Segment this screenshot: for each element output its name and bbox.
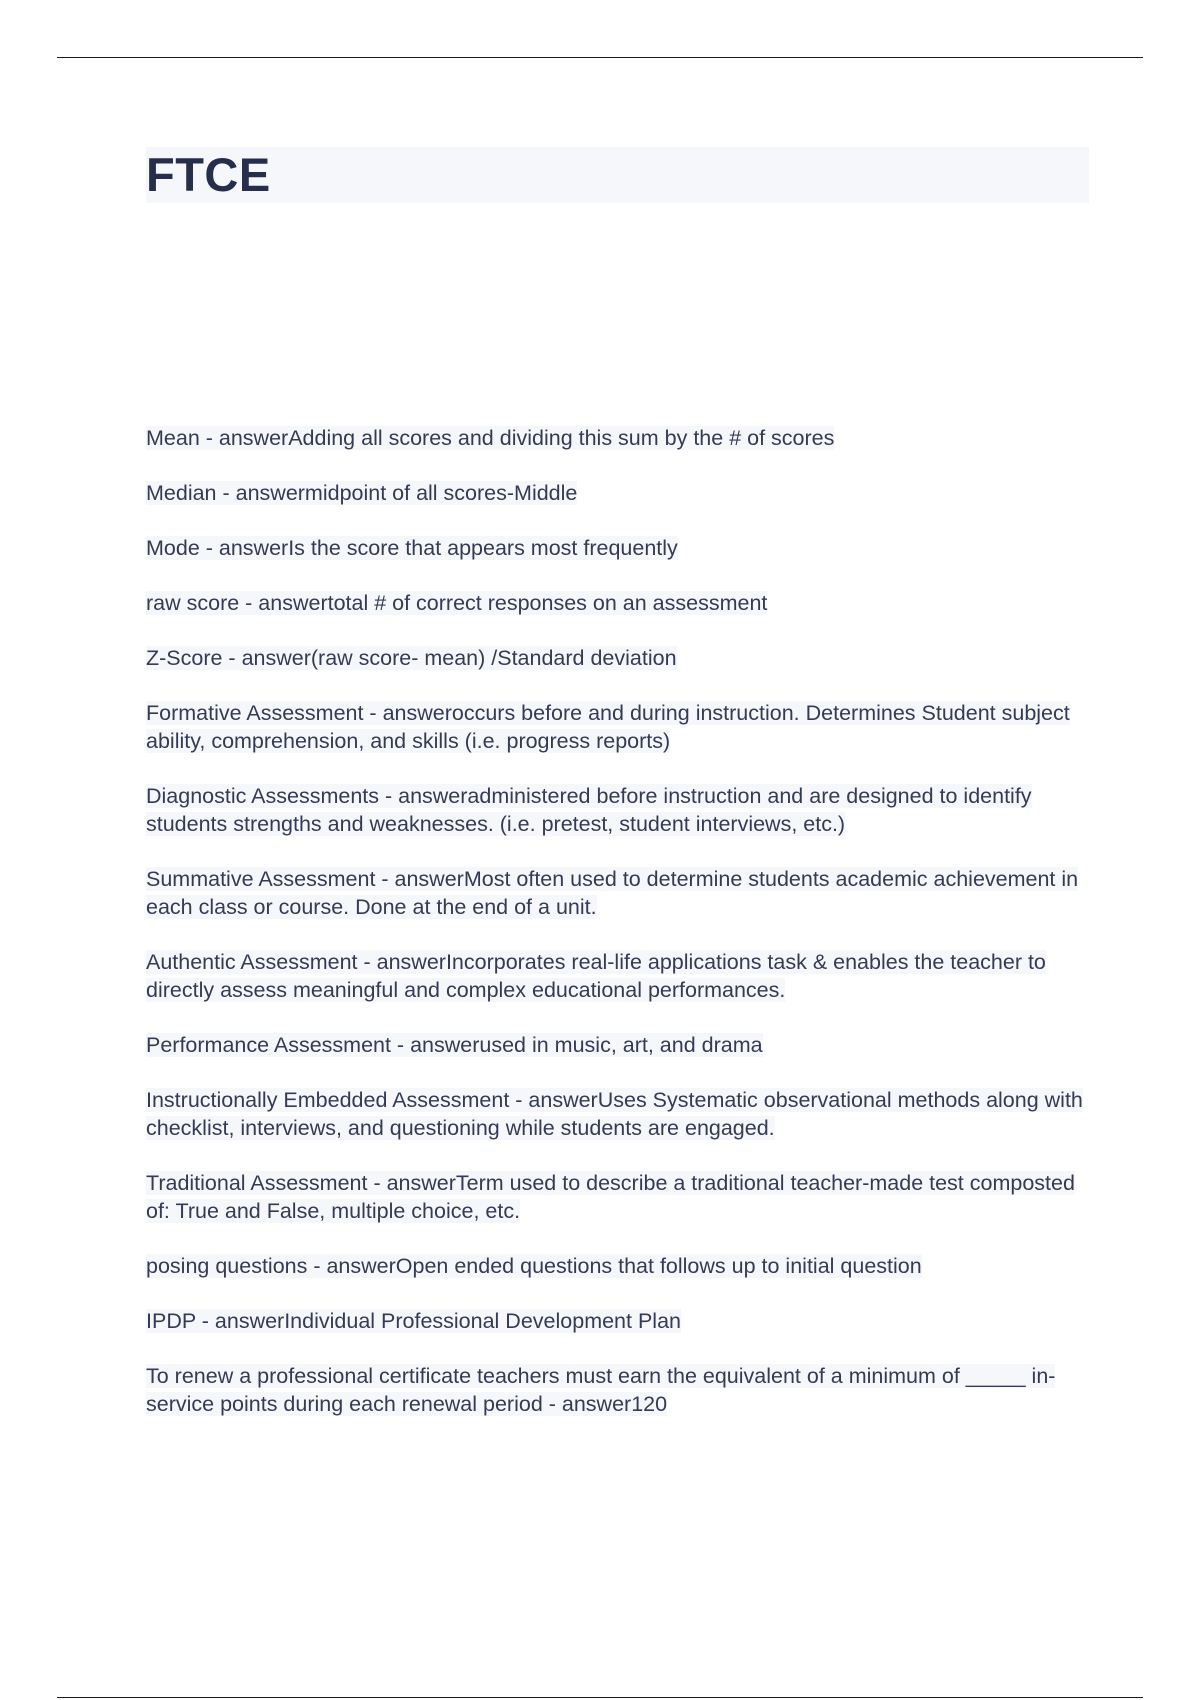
flashcard-text: Authentic Assessment - answerIncorporates real-life applications task & enables the teacher to directly assess meaningful and complex educational performances. [146,950,1046,1002]
flashcard-text: Performance Assessment - answerused in music, art, and drama [146,1033,763,1057]
top-rule [57,57,1143,58]
flashcard-text: Instructionally Embedded Assessment - answerUses Systematic observational methods along with checklist, interviews, and questioning while students are engaged. [146,1088,1083,1140]
flashcard-ipdp [146,1307,1096,1335]
bottom-rule [57,1697,1143,1698]
flashcard-text: Traditional Assessment - answerTerm used to describe a traditional teacher-made test composted of: True and False, multiple choice, etc. [146,1171,1075,1223]
flashcard-raw-score [146,589,1096,617]
flashcard-diagnostic-assessments [146,782,1096,838]
flashcard-list [146,424,1096,1445]
flashcard-summative-assessment [146,865,1096,921]
flashcard-text: Formative Assessment - answeroccurs before and during instruction. Determines Student subject ability, comprehension, and skills (i.e. progress reports) [146,701,1070,753]
flashcard-renewal-points [146,1362,1096,1418]
flashcard-median [146,479,1096,507]
flashcard-text: posing questions - answerOpen ended questions that follows up to initial question [146,1254,922,1278]
flashcard-text: Mode - answerIs the score that appears most frequently [146,536,678,560]
flashcard-traditional-assessment [146,1169,1096,1225]
flashcard-text: Mean - answerAdding all scores and dividing this sum by the # of scores [146,426,835,450]
flashcard-mean [146,424,1096,452]
flashcard-text: Z-Score - answer(raw score- mean) /Standard deviation [146,646,677,670]
flashcard-text: IPDP - answerIndividual Professional Development Plan [146,1309,681,1333]
flashcard-authentic-assessment [146,948,1096,1004]
title-highlight [146,147,1089,203]
flashcard-text: raw score - answertotal # of correct responses on an assessment [146,591,768,615]
flashcard-instructionally-embedded-assessment [146,1086,1096,1142]
flashcard-formative-assessment [146,699,1096,755]
flashcard-mode [146,534,1096,562]
flashcard-text: To renew a professional certificate teachers must earn the equivalent of a minimum of _____ in-service points during each renewal period - answer120 [146,1364,1056,1416]
flashcard-performance-assessment [146,1031,1096,1059]
document-title: FTCE [146,148,271,201]
flashcard-text: Median - answermidpoint of all scores-Middle [146,481,578,505]
flashcard-text: Summative Assessment - answerMost often used to determine students academic achievement in each class or course. Done at the end of a unit. [146,867,1079,919]
flashcard-z-score [146,644,1096,672]
flashcard-posing-questions [146,1252,1096,1280]
flashcard-text: Diagnostic Assessments - answeradministered before instruction and are designed to identify students strengths and weaknesses. (i.e. pretest, student interviews, etc.) [146,784,1032,836]
